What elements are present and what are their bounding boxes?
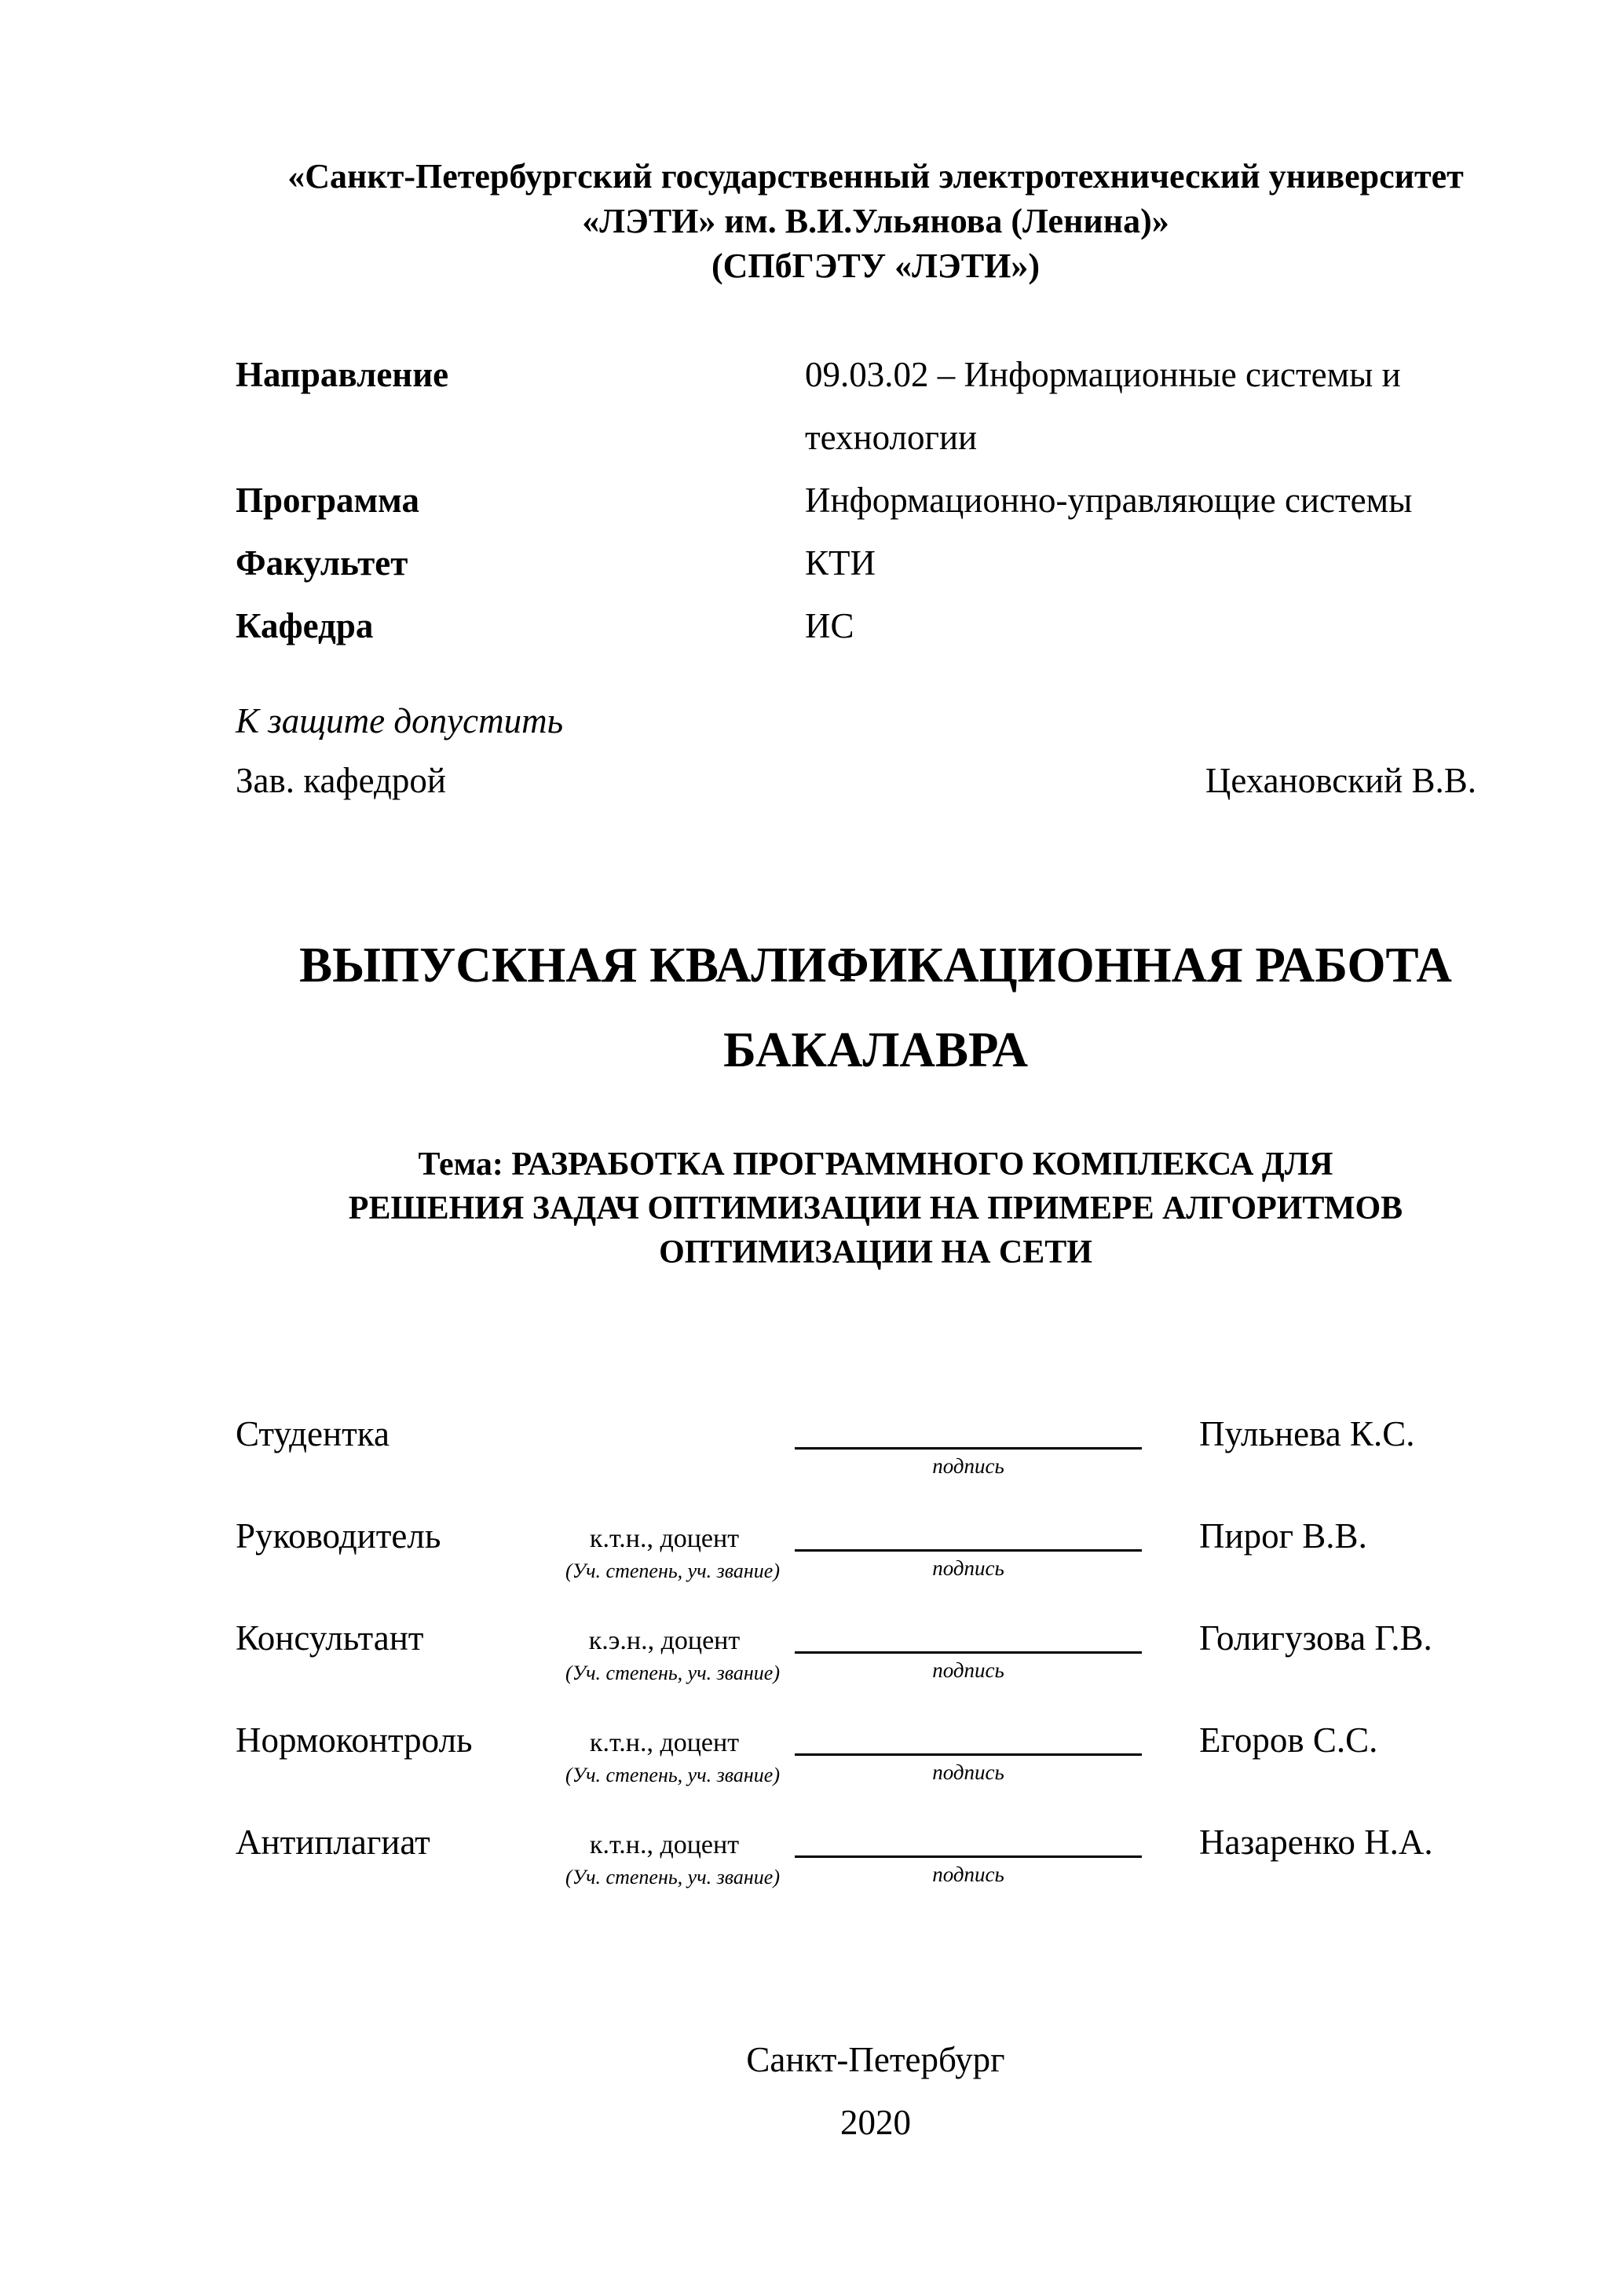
department-head-row <box>236 756 1516 805</box>
signature-line <box>795 1820 1142 1858</box>
signature-line <box>795 1514 1142 1552</box>
signature-row-normcontrol <box>236 1718 1516 1820</box>
field-value: ИС <box>805 606 854 645</box>
field-label: Факультет <box>236 543 408 583</box>
signature-cell <box>795 1616 1142 1683</box>
field-row-department <box>236 594 1516 657</box>
degree-text: к.т.н., доцент <box>589 1728 740 1757</box>
university-header-line: «Санкт-Петербургский государственный электротехнический университет <box>287 157 1464 196</box>
field-row-program <box>236 469 1516 532</box>
signature-block <box>236 1412 1516 1922</box>
signature-row-supervisor <box>236 1514 1516 1616</box>
field-value: Информационно-управляющие системы <box>805 481 1413 520</box>
signature-role: Руководитель <box>236 1516 441 1556</box>
footer-year: 2020 <box>840 2103 911 2142</box>
field-label: Направление <box>236 355 449 394</box>
admission-note: К защите допустить <box>236 701 564 740</box>
signature-line <box>795 1616 1142 1654</box>
signature-role: Нормоконтроль <box>236 1720 473 1760</box>
footer-city: Санкт-Петербург <box>746 2040 1005 2079</box>
field-label: Программа <box>236 481 419 520</box>
main-title <box>236 923 1516 1092</box>
signature-line <box>795 1412 1142 1450</box>
field-label: Кафедра <box>236 606 374 645</box>
signature-line <box>795 1718 1142 1756</box>
signature-role: Антиплагиат <box>236 1823 430 1862</box>
main-title-line: БАКАЛАВРА <box>723 1022 1028 1077</box>
degree-note: (Уч. степень, уч. звание) <box>565 1559 780 1582</box>
signature-cell <box>795 1820 1142 1887</box>
signature-degree <box>565 1718 795 1787</box>
degree-text: к.т.н., доцент <box>589 1524 740 1553</box>
program-fields <box>236 343 1516 657</box>
degree-note: (Уч. степень, уч. звание) <box>565 1866 780 1888</box>
signature-name: Егоров С.С. <box>1199 1720 1378 1760</box>
signature-degree <box>565 1514 795 1583</box>
signature-row-antiplagiarism <box>236 1820 1516 1922</box>
signature-caption: подпись <box>932 1454 1004 1478</box>
footer <box>236 2028 1516 2154</box>
field-value: КТИ <box>805 543 876 583</box>
signature-row-student <box>236 1412 1516 1514</box>
field-row-faculty <box>236 532 1516 594</box>
signature-name: Голигузова Г.В. <box>1199 1618 1432 1658</box>
university-header-line: «ЛЭТИ» им. В.И.Ульянова (Ленина)» <box>582 202 1169 240</box>
signature-name: Пульнева К.С. <box>1199 1414 1415 1453</box>
university-header-line: (СПбГЭТУ «ЛЭТИ») <box>711 247 1040 285</box>
signature-caption: подпись <box>932 1863 1004 1886</box>
signature-caption: подпись <box>932 1760 1004 1784</box>
university-header <box>236 154 1516 288</box>
signature-role: Студентка <box>236 1414 390 1453</box>
degree-note: (Уч. степень, уч. звание) <box>565 1764 780 1786</box>
department-head-name: Цехановский В.В. <box>1205 761 1476 800</box>
thesis-theme-line: ОПТИМИЗАЦИИ НА СЕТИ <box>659 1234 1092 1270</box>
degree-text: к.т.н., доцент <box>589 1830 740 1859</box>
field-row-direction <box>236 343 1516 469</box>
signature-caption: подпись <box>932 1556 1004 1580</box>
main-title-line: ВЫПУСКНАЯ КВАЛИФИКАЦИОННАЯ РАБОТА <box>299 938 1452 993</box>
thesis-theme-line: РЕШЕНИЯ ЗАДАЧ ОПТИМИЗАЦИИ НА ПРИМЕРЕ АЛГОРИТМОВ <box>348 1190 1403 1227</box>
field-value: 09.03.02 – Информационные системы и технологии <box>805 355 1401 457</box>
department-head-role: Зав. кафедрой <box>236 761 446 800</box>
signature-name: Пирог В.В. <box>1199 1516 1367 1556</box>
signature-row-consultant <box>236 1616 1516 1718</box>
signature-degree <box>565 1820 795 1889</box>
signature-degree <box>565 1616 795 1685</box>
signature-degree <box>565 1412 795 1421</box>
signature-cell <box>795 1514 1142 1581</box>
signature-role: Консультант <box>236 1618 424 1658</box>
signature-caption: подпись <box>932 1658 1004 1682</box>
signature-cell <box>795 1718 1142 1785</box>
signature-cell <box>795 1412 1142 1479</box>
signature-name: Назаренко Н.А. <box>1199 1823 1433 1862</box>
degree-note: (Уч. степень, уч. звание) <box>565 1662 780 1684</box>
thesis-theme <box>236 1143 1516 1274</box>
degree-text: к.э.н., доцент <box>588 1626 741 1655</box>
thesis-theme-line: Тема: РАЗРАБОТКА ПРОГРАММНОГО КОМПЛЕКСА ДЛЯ <box>418 1146 1333 1183</box>
